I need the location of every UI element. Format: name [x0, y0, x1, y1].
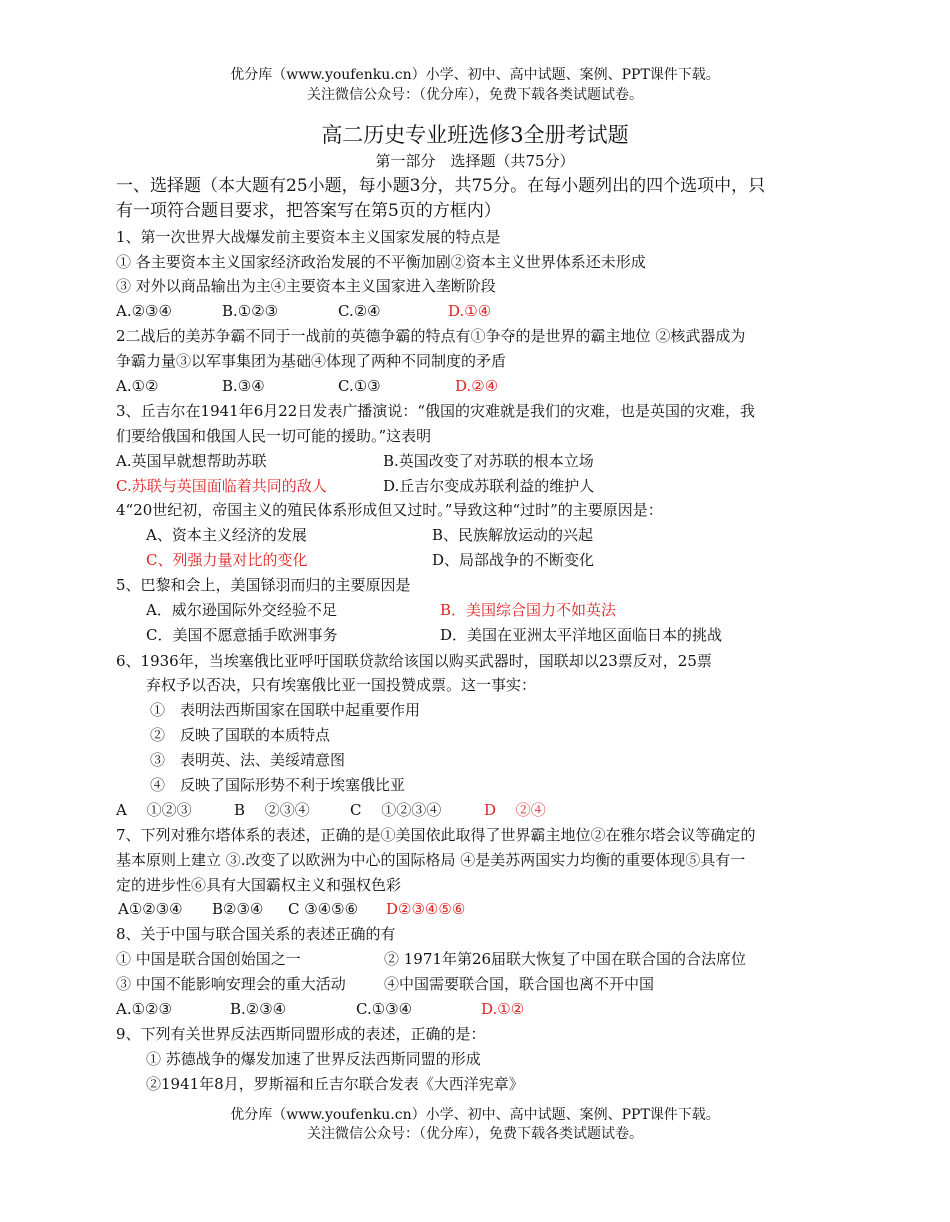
q8-option-a: A.①②③: [116, 1000, 172, 1018]
q5-options-row-1: [0, 600, 950, 620]
q5-option-a: A．威尔逊国际外交经验不足: [146, 601, 337, 619]
q5-option-d: D．美国在亚洲太平洋地区面临日本的挑战: [440, 626, 723, 644]
q6-item-3: ③ 表明英、法、美绥靖意图: [150, 751, 346, 769]
q1-option-d-answer: D.①④: [448, 302, 492, 320]
q4-option-c-answer: C、列强力量对比的变化: [146, 551, 308, 569]
q8-option-b: B.②③④: [230, 1000, 287, 1018]
q7-option-c: C ③④⑤⑥: [288, 900, 359, 918]
q2-options: [0, 376, 950, 396]
q7-option-d-answer: D②③④⑤⑥: [386, 900, 466, 918]
q2-option-b: B.③④: [222, 377, 265, 395]
part-heading: 第一部分 选择题（共75分）: [375, 152, 575, 170]
q8-option-c: C.①③④: [356, 1000, 413, 1018]
q2-option-c: C.①③: [338, 377, 381, 395]
q8-items-row-1: [0, 949, 950, 969]
q4-stem: 4“20世纪初，帝国主义的殖民体系形成但又过时。”导致这种“过时”的主要原因是：: [116, 501, 663, 519]
q7-option-b: B②③④: [212, 900, 264, 918]
q9-item-1: ① 苏德战争的爆发加速了世界反法西斯同盟的形成: [146, 1050, 481, 1068]
q3-option-a: A.英国早就想帮助苏联: [116, 452, 267, 470]
q3-options-row-2: [0, 476, 950, 496]
q3-options-row-1: [0, 451, 950, 471]
q5-option-b-answer: B．美国综合国力不如英法: [440, 601, 617, 619]
q6-item-4: ④ 反映了国际形势不利于埃塞俄比亚: [150, 776, 406, 794]
q8-stem: 8、关于中国与联合国关系的表述正确的有: [116, 925, 396, 943]
section-heading-line-1: 一、选择题（本大题有25小题，每小题3分，共75分。在每小题列出的四个选项中，只: [116, 176, 766, 196]
q5-option-c: C．美国不愿意插手欧洲事务: [146, 626, 338, 644]
footer-line-1: 优分库（www.youfenku.cn）小学、初中、高中试题、案例、PPT课件下载。: [230, 1107, 720, 1123]
q6-item-1: ① 表明法西斯国家在国联中起重要作用: [150, 701, 421, 719]
q8-item-2: ② 1971年第26届联大恢复了中国在联合国的合法席位: [384, 950, 747, 968]
page-title: 高二历史专业班选修3全册考试题: [321, 123, 629, 147]
q6-option-b: B ②③④: [234, 801, 310, 819]
q3-line-1: 3、丘吉尔在1941年6月22日发表广播演说：“俄国的灾难就是我们的灾难，也是英国的灾难，我: [116, 402, 756, 420]
q7-line-1: 7、下列对雅尔塔体系的表述，正确的是①美国依此取得了世界霸主地位②在雅尔塔会议等确定的: [116, 826, 756, 844]
q7-options: [0, 899, 950, 919]
q6-item-2: ② 反映了国联的本质特点: [150, 726, 331, 744]
q7-option-a: A①②③④: [118, 900, 183, 918]
q6-options: [0, 800, 950, 820]
q8-item-4: ④中国需要联合国，联合国也离不开中国: [384, 975, 655, 993]
q1-option-b: B.①②③: [222, 302, 279, 320]
q9-stem: 9、下列有关世界反法西斯同盟形成的表述，正确的是：: [116, 1025, 486, 1043]
section-heading-line-2: 有一项符合题目要求，把答案写在第5页的方框内）: [116, 201, 501, 221]
q3-option-b: B.英国改变了对苏联的根本立场: [383, 452, 594, 470]
q4-option-a: A、资本主义经济的发展: [146, 526, 307, 544]
q8-options: [0, 999, 950, 1019]
q1-line-3: ③ 对外以商品输出为主④主要资本主义国家进入垄断阶段: [116, 277, 496, 295]
q2-option-a: A.①②: [116, 377, 159, 395]
q1-option-a: A.②③④: [116, 302, 172, 320]
q8-item-1: ① 中国是联合国创始国之一: [116, 950, 301, 968]
q6-option-c: C ①②③④: [350, 801, 442, 819]
q8-option-d-answer: D.①②: [481, 1000, 525, 1018]
q8-item-3: ③ 中国不能影响安理会的重大活动: [116, 975, 346, 993]
q6-line-1: 6、1936年，当埃塞俄比亚呼吁国联贷款给该国以购买武器时，国联却以23票反对，25票: [116, 652, 712, 670]
q6-option-d-answer: D ②④: [484, 801, 546, 819]
q4-option-d: D、局部战争的不断变化: [432, 551, 595, 569]
q5-stem: 5、巴黎和会上，美国铩羽而归的主要原因是: [116, 576, 411, 594]
q6-line-2: 弃权予以否决，只有埃塞俄比亚一国投赞成票。这一事实：: [146, 676, 537, 694]
q8-items-row-2: [0, 974, 950, 994]
q2-option-d-answer: D.②④: [455, 377, 499, 395]
q4-options-row-2: [0, 550, 950, 570]
q1-stem: 1、第一次世界大战爆发前主要资本主义国家发展的特点是: [116, 228, 501, 246]
q4-option-b: B、民族解放运动的兴起: [432, 526, 594, 544]
q7-line-3: 定的进步性⑥具有大国霸权主义和强权色彩: [116, 876, 402, 894]
q4-options-row-1: [0, 525, 950, 545]
q1-option-c: C.②④: [338, 302, 381, 320]
q6-option-a: A ①②③: [116, 801, 192, 819]
q3-line-2: 们要给俄国和俄国人民一切可能的援助。”这表明: [116, 427, 432, 445]
q3-option-c-answer: C.苏联与英国面临着共同的敌人: [116, 477, 327, 495]
q2-line-1: 2二战后的美苏争霸不同于一战前的英德争霸的特点有①争夺的是世界的霸主地位 ②核武器成为: [116, 327, 746, 345]
header-line-1: 优分库（www.youfenku.cn）小学、初中、高中试题、案例、PPT课件下载。: [230, 67, 720, 83]
q1-options: [0, 301, 950, 321]
q2-line-2: 争霸力量③以军事集团为基础④体现了两种不同制度的矛盾: [116, 352, 507, 370]
q5-options-row-2: [0, 625, 950, 645]
footer-line-2: 关注微信公众号：（优分库），免费下载各类试题试卷。: [307, 1126, 643, 1142]
header-line-2: 关注微信公众号：（优分库），免费下载各类试题试卷。: [307, 87, 643, 103]
q1-line-2: ① 各主要资本主义国家经济政治发展的不平衡加剧②资本主义世界体系还未形成: [116, 253, 646, 271]
q7-line-2: 基本原则上建立 ③.改变了以欧洲为中心的国际格局 ④是美苏两国实力均衡的重要体现⑤具有一: [116, 851, 746, 869]
q9-item-2: ②1941年8月，罗斯福和丘吉尔联合发表《大西洋宪章》: [146, 1075, 524, 1093]
q3-option-d: D.丘吉尔变成苏联利益的维护人: [383, 477, 595, 495]
